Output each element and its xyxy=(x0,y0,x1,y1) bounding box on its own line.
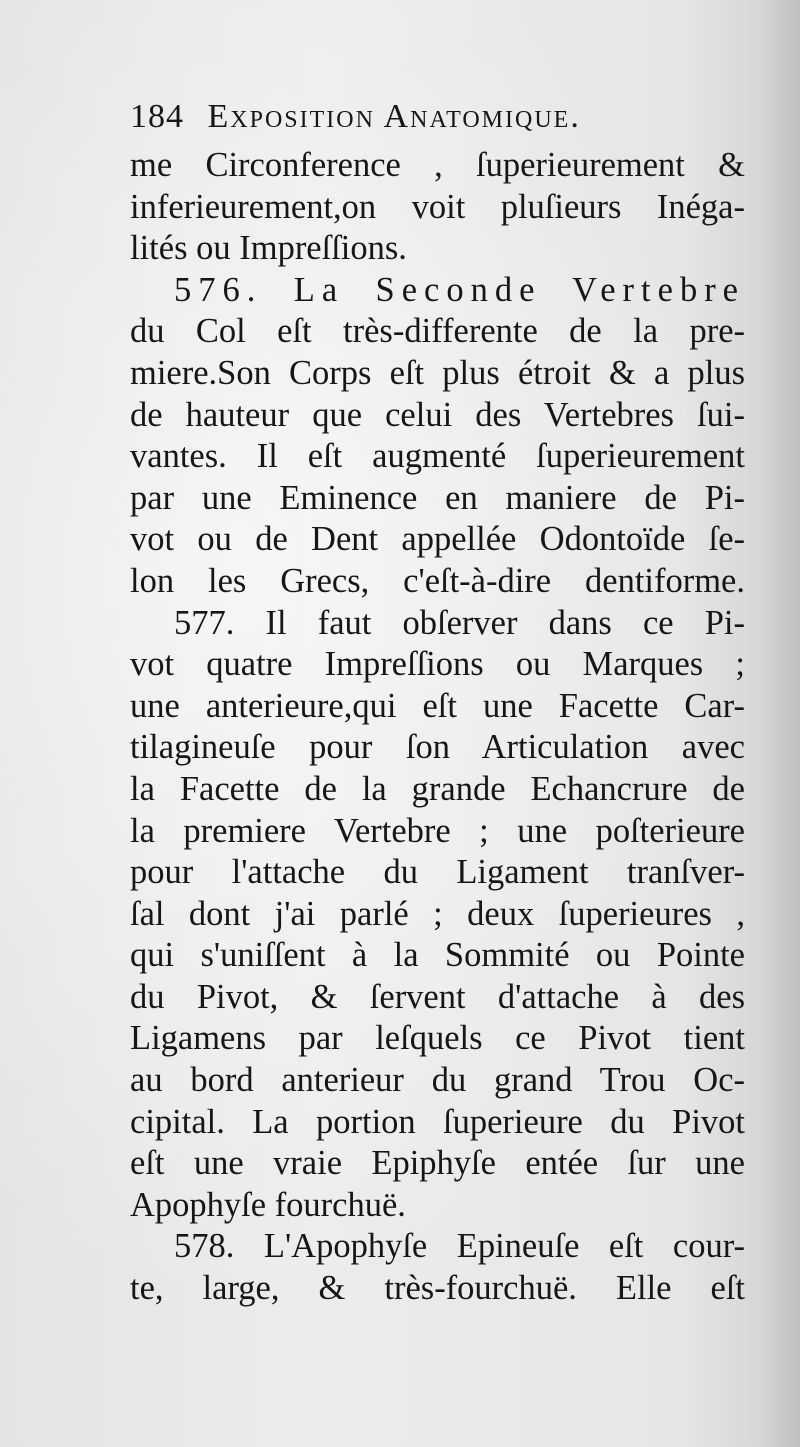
section-heading-576: 576. La Seconde Vertebre xyxy=(174,270,745,309)
text-line: cipital. La portion ſuperieure du Pivot xyxy=(130,1102,745,1141)
text-line: ſal dont j'ai parlé ; deux ſuperieures , xyxy=(130,894,745,933)
text-line: te, large, & très-fourchuë. Elle eſt xyxy=(130,1269,745,1308)
section-start-578: 578. L'Apophyſe Epineuſe eſt cour- xyxy=(174,1227,745,1266)
running-title: Exposition Anatomique. xyxy=(207,98,581,135)
section-start-577: 577. Il faut obſerver dans ce Pi- xyxy=(174,603,745,642)
text-line: la premiere Vertebre ; une poſterieure xyxy=(130,811,745,850)
text-line: miere.Son Corps eſt plus étroit & a plus xyxy=(130,353,745,392)
text-line: du Col eſt très-differente de la pre- xyxy=(130,312,745,351)
text-line: eſt une vraie Epiphyſe entée ſur une xyxy=(130,1144,745,1183)
body-text xyxy=(130,145,745,1310)
text-line: tilagineuſe pour ſon Articulation avec xyxy=(130,728,745,767)
text-line: qui s'uniſſent à la Sommité ou Pointe xyxy=(130,936,745,975)
text-line: vot quatre Impreſſions ou Marques ; xyxy=(130,645,745,684)
text-line: pour l'attache du Ligament tranſver- xyxy=(130,853,745,892)
text-line: une anterieure,qui eſt une Facette Car- xyxy=(130,686,745,725)
page-edge-shadow xyxy=(760,0,800,1447)
text-line: la Facette de la grande Echancrure de xyxy=(130,769,745,808)
text-line: de hauteur que celui des Vertebres ſui- xyxy=(130,395,745,434)
text-line: du Pivot, & ſervent d'attache à des xyxy=(130,977,745,1016)
page-number: 184 xyxy=(130,98,184,135)
text-line: lités ou Impreſſions. xyxy=(130,229,407,268)
text-line: inferieurement,on voit pluſieurs Inéga- xyxy=(130,187,745,226)
text-line: au bord anterieur du grand Trou Oc- xyxy=(130,1061,745,1100)
text-line: vot ou de Dent appellée Odontoïde ſe- xyxy=(130,520,745,559)
text-line: par une Eminence en maniere de Pi- xyxy=(130,478,745,517)
text-line: me Circonference , ſuperieurement & xyxy=(130,146,745,184)
text-line: Ligamens par leſquels ce Pivot tient xyxy=(130,1019,745,1058)
text-line: vantes. Il eſt augmenté ſuperieurement xyxy=(130,437,745,476)
text-line: lon les Grecs, c'eſt-à-dire dentiforme. xyxy=(130,561,745,600)
text-line: Apophyſe fourchuë. xyxy=(130,1185,406,1224)
page-header xyxy=(130,98,770,148)
